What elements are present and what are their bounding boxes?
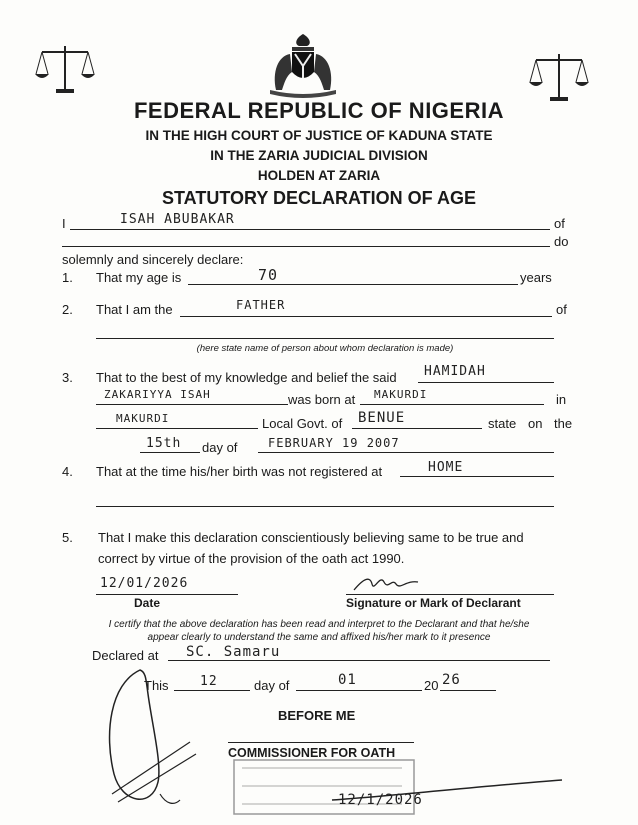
state-value: BENUE (358, 410, 406, 426)
child-rest-line (96, 404, 288, 405)
document-title: STATUTORY DECLARATION OF AGE (162, 188, 476, 208)
item-5-number: 5. (62, 530, 73, 545)
coat-of-arms-icon (266, 32, 340, 98)
date-value: 12/01/2026 (100, 576, 189, 591)
years-label: years (520, 270, 552, 285)
lga-value: MAKURDI (116, 412, 170, 425)
relation-of-label: of (556, 302, 567, 317)
age-line (188, 284, 518, 285)
declarant-name-value: ISAH ABUBAKAR (120, 212, 235, 227)
date-label: Date (134, 596, 161, 610)
handwritten-loop (100, 664, 210, 810)
relation-line (180, 316, 552, 317)
declared-at-value: SC. Samaru (186, 644, 281, 660)
scales-of-justice-right-icon (528, 52, 590, 104)
before-me-label: BEFORE ME (278, 708, 356, 723)
item-3-number: 3. (62, 370, 73, 385)
year-prefix: 20 (424, 678, 439, 693)
relation-label: That I am the (96, 302, 173, 317)
year-line (440, 690, 496, 691)
year-value: 26 (442, 672, 461, 688)
child-first-name: HAMIDAH (424, 364, 486, 379)
signature-line (346, 594, 554, 595)
belief-label: That to the best of my knowledge and belief the said (96, 370, 397, 385)
born-at-label: was born at (288, 392, 356, 407)
declarant-name-line (70, 229, 550, 230)
age-value: 70 (258, 266, 279, 284)
birth-place-line (400, 476, 554, 477)
relation-value: FATHER (236, 298, 286, 312)
this-month-line (296, 690, 422, 691)
stamp-date-value: 12/1/2026 (338, 792, 423, 808)
state-label: state (488, 416, 517, 431)
birth-place-line-2 (96, 506, 554, 507)
this-month-value: 01 (338, 672, 357, 688)
day-value: 15th (146, 436, 182, 451)
child-first-line (418, 382, 554, 383)
born-at-value: MAKURDI (374, 388, 428, 401)
this-day-value: 12 (200, 674, 218, 689)
court-heading: IN THE HIGH COURT OF JUSTICE OF KADUNA STATE (145, 128, 493, 143)
commissioner-label: COMMISSIONER FOR OATH (228, 746, 396, 760)
the-label: the (554, 416, 573, 431)
in-label: in (556, 392, 567, 407)
this-day-of-label: day of (254, 678, 290, 693)
person-note: (here state name of person about whom declaration is made) (196, 343, 454, 354)
commissioner-stamp (232, 756, 572, 818)
person-name-line (96, 338, 554, 339)
this-label: This (144, 678, 169, 693)
page-title: FEDERAL REPUBLIC OF NIGERIA (133, 98, 504, 123)
declared-at-label: Declared at (92, 648, 159, 663)
lga-label: Local Govt. of (262, 416, 343, 431)
on-label: on (528, 416, 543, 431)
i-label: I (62, 216, 66, 231)
date-line (96, 594, 238, 595)
day-of-label: day of (202, 440, 238, 455)
age-label: That my age is (96, 270, 182, 285)
child-rest-name: ZAKARIYYA ISAH (104, 388, 211, 401)
solemnly-text: solemnly and sincerely declare: (62, 252, 244, 267)
address-line (62, 246, 550, 247)
division-heading: IN THE ZARIA JUDICIAL DIVISION (210, 148, 428, 163)
conscience-line-2: correct by virtue of the provision of the oath act 1990. (98, 551, 405, 566)
declarant-signature (350, 570, 422, 596)
declared-at-line (168, 660, 550, 661)
birth-registered-label: That at the time his/her birth was not registered at (96, 464, 383, 479)
month-year-line (258, 452, 554, 453)
lga-line (96, 428, 258, 429)
item-4-number: 4. (62, 464, 73, 479)
certify-line-1: I certify that the above declaration has been read and interpret to the Declarant and that he/she (108, 619, 530, 630)
certify-line-2: appear clearly to understand the same and affixed his/her mark to it presence (147, 632, 491, 643)
month-year-value: FEBRUARY 19 2007 (268, 436, 400, 450)
signature-label: Signature or Mark of Declarant (346, 596, 521, 610)
birth-place-value: HOME (428, 460, 464, 475)
of-label: of (554, 216, 565, 231)
scales-of-justice-left-icon (34, 44, 96, 96)
commissioner-line (228, 742, 414, 743)
conscience-line-1: That I make this declaration conscientiously believing same to be true and (98, 530, 524, 545)
holden-heading: HOLDEN AT ZARIA (257, 168, 381, 183)
do-label: do (554, 234, 569, 249)
state-line (352, 428, 482, 429)
item-2-number: 2. (62, 302, 73, 317)
item-1-number: 1. (62, 270, 73, 285)
born-at-line (360, 404, 544, 405)
day-line (140, 452, 200, 453)
